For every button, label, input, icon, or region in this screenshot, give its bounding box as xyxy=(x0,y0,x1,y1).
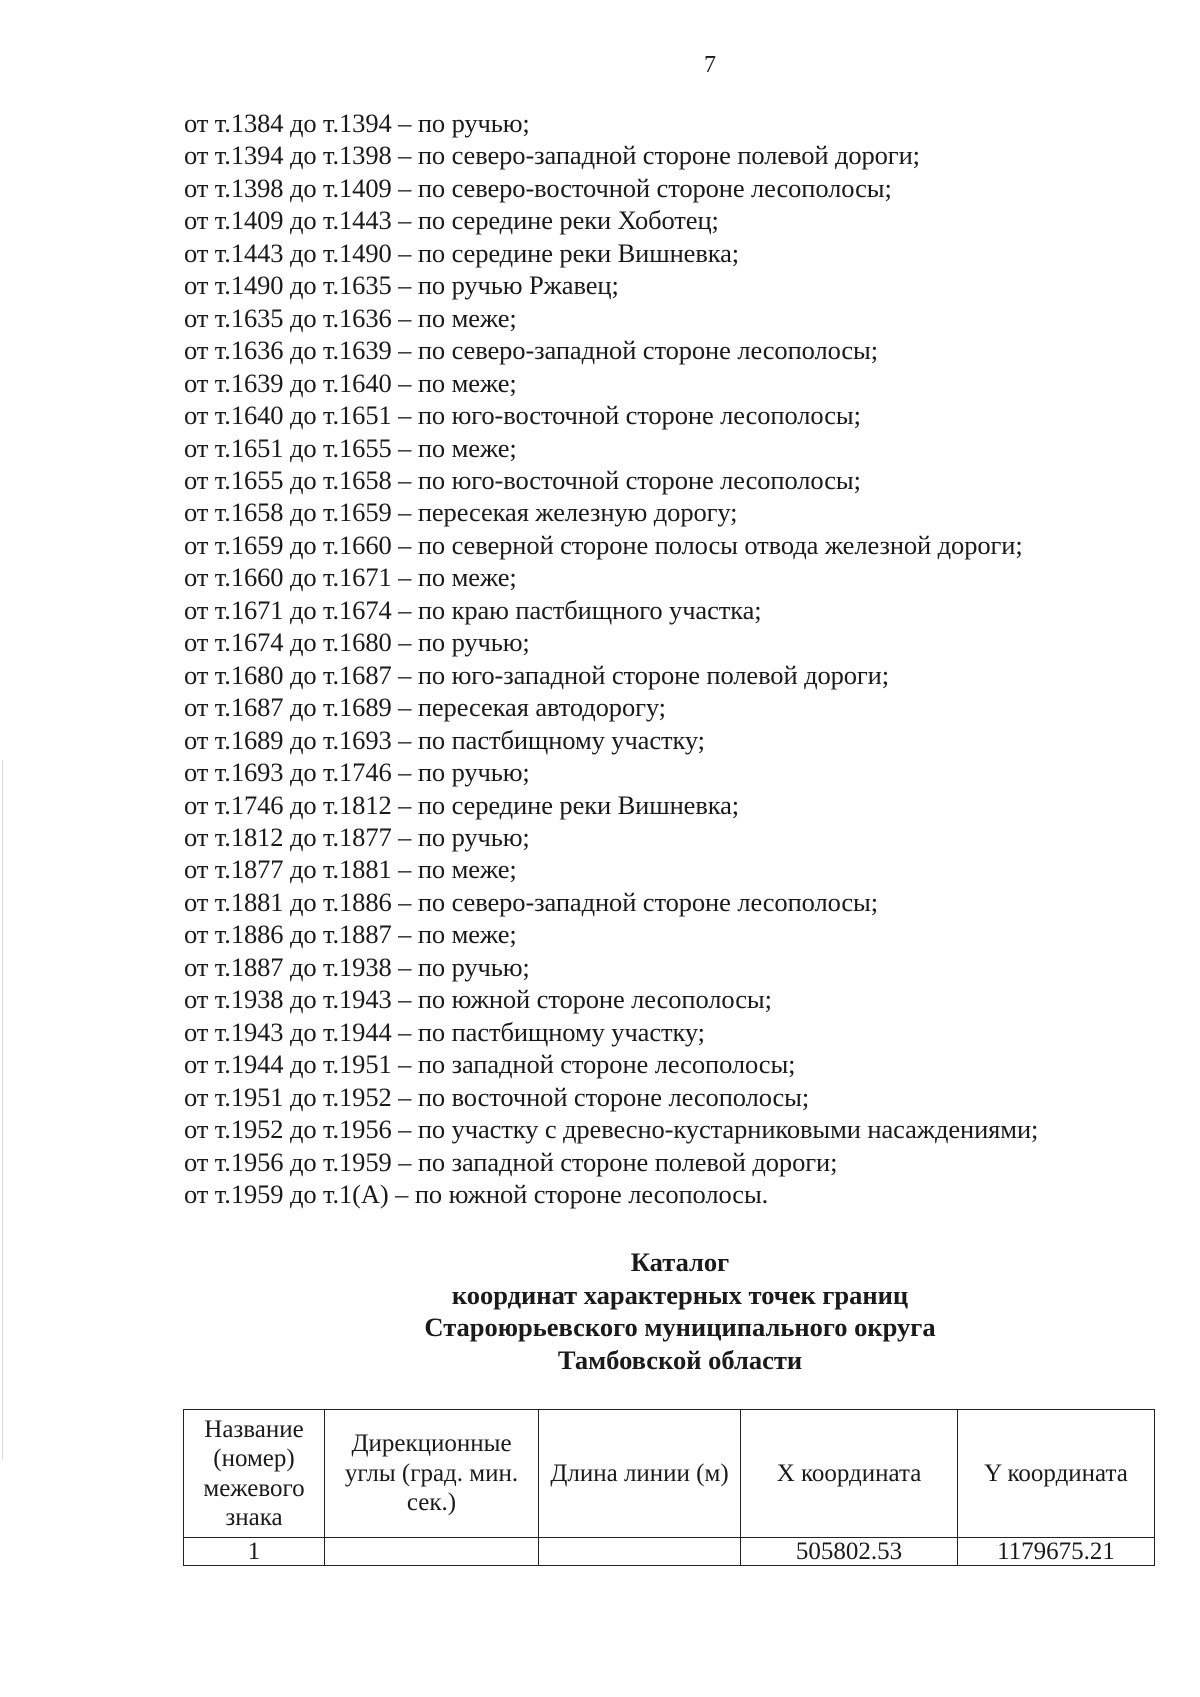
table-cell xyxy=(539,1538,741,1566)
boundary-segment-line: от т.1660 до т.1671 – по меже; xyxy=(184,562,517,593)
boundary-segment-line: от т.1674 до т.1680 – по ручью; xyxy=(184,627,530,658)
table-cell: 505802.53 xyxy=(741,1538,958,1566)
table-cell xyxy=(325,1538,539,1566)
catalog-title-line: координат характерных точек границ xyxy=(451,1279,909,1310)
boundary-segment-line: от т.1636 до т.1639 – по северо-западной стороне лесополосы; xyxy=(184,335,879,366)
page-number: 7 xyxy=(704,52,716,78)
boundary-segment-line: от т.1671 до т.1674 – по краю пастбищного участка; xyxy=(184,594,762,625)
catalog-title-line: Каталог xyxy=(630,1247,730,1277)
table-cell: 1 xyxy=(184,1538,325,1566)
table-row xyxy=(184,1538,1155,1566)
boundary-segment-line: от т.1639 до т.1640 – по меже; xyxy=(184,367,517,398)
boundary-segment-line: от т.1394 до т.1398 – по северо-западной стороне полевой дороги; xyxy=(184,140,920,171)
boundary-segment-line: от т.1943 до т.1944 – по пастбищному участку; xyxy=(184,1016,705,1047)
column-header: X координата xyxy=(741,1410,958,1538)
boundary-segment-line: от т.1443 до т.1490 – по середине реки Вишневка; xyxy=(184,237,740,268)
boundary-segment-line: от т.1952 до т.1956 – по участку с древесно-кустарниковыми насаждениями; xyxy=(184,1114,1039,1145)
column-header: Дирекционные углы (град. мин. сек.) xyxy=(325,1410,539,1538)
column-header: Название (номер) межевого знака xyxy=(184,1410,325,1538)
boundary-segment-line: от т.1658 до т.1659 – пересекая железную дорогу; xyxy=(184,497,738,528)
boundary-segment-line: от т.1398 до т.1409 – по северо-восточной стороне лесополосы; xyxy=(184,172,892,203)
boundary-segment-line: от т.1384 до т.1394 – по ручью; xyxy=(184,108,530,138)
coordinates-table xyxy=(183,1409,1155,1566)
boundary-segment-line: от т.1951 до т.1952 – по восточной стороне лесополосы; xyxy=(184,1081,810,1112)
scan-edge-shadow xyxy=(2,760,3,1460)
column-header: Длина линии (м) xyxy=(539,1410,741,1538)
boundary-segment-line: от т.1886 до т.1887 – по меже; xyxy=(184,919,517,950)
boundary-segment-line: от т.1887 до т.1938 – по ручью; xyxy=(184,951,530,982)
boundary-segment-line: от т.1659 до т.1660 – по северной стороне полосы отвода железной дороги; xyxy=(184,529,1023,560)
boundary-segment-line: от т.1687 до т.1689 – пересекая автодорогу; xyxy=(184,692,666,723)
boundary-segment-line: от т.1959 до т.1(А) – по южной стороне лесополосы. xyxy=(184,1178,769,1209)
boundary-segment-line: от т.1881 до т.1886 – по северо-западной стороне лесополосы; xyxy=(184,886,879,917)
boundary-segment-line: от т.1680 до т.1687 – по юго-западной стороне полевой дороги; xyxy=(184,659,890,690)
catalog-title-line: Староюрьевского муниципального округа xyxy=(424,1312,936,1343)
catalog-title-line: Тамбовской области xyxy=(557,1344,803,1375)
boundary-segment-line: от т.1635 до т.1636 – по меже; xyxy=(184,302,517,333)
boundary-segment-line: от т.1651 до т.1655 – по меже; xyxy=(184,432,517,463)
boundary-segment-line: от т.1655 до т.1658 – по юго-восточной стороне лесополосы; xyxy=(184,464,861,495)
boundary-description-list xyxy=(184,107,1164,1210)
boundary-segment-line: от т.1944 до т.1951 – по западной стороне лесополосы; xyxy=(184,1049,796,1080)
boundary-segment-line: от т.1689 до т.1693 – по пастбищному участку; xyxy=(184,724,705,755)
boundary-segment-line: от т.1938 до т.1943 – по южной стороне лесополосы; xyxy=(184,984,772,1015)
column-header: Y координата xyxy=(958,1410,1155,1538)
boundary-segment-line: от т.1812 до т.1877 – по ручью; xyxy=(184,821,530,852)
catalog-title xyxy=(384,1246,976,1376)
boundary-segment-line: от т.1409 до т.1443 – по середине реки Хоботец; xyxy=(184,205,719,236)
boundary-segment-line: от т.1746 до т.1812 – по середине реки Вишневка; xyxy=(184,789,740,820)
table-cell: 1179675.21 xyxy=(958,1538,1155,1566)
boundary-segment-line: от т.1693 до т.1746 – по ручью; xyxy=(184,757,530,788)
boundary-segment-line: от т.1956 до т.1959 – по западной стороне полевой дороги; xyxy=(184,1146,838,1177)
boundary-segment-line: от т.1490 до т.1635 – по ручью Ржавец; xyxy=(184,270,619,301)
table-header-row xyxy=(184,1410,1155,1538)
boundary-segment-line: от т.1640 до т.1651 – по юго-восточной стороне лесополосы; xyxy=(184,400,861,431)
boundary-segment-line: от т.1877 до т.1881 – по меже; xyxy=(184,854,517,885)
table-body xyxy=(184,1538,1155,1566)
